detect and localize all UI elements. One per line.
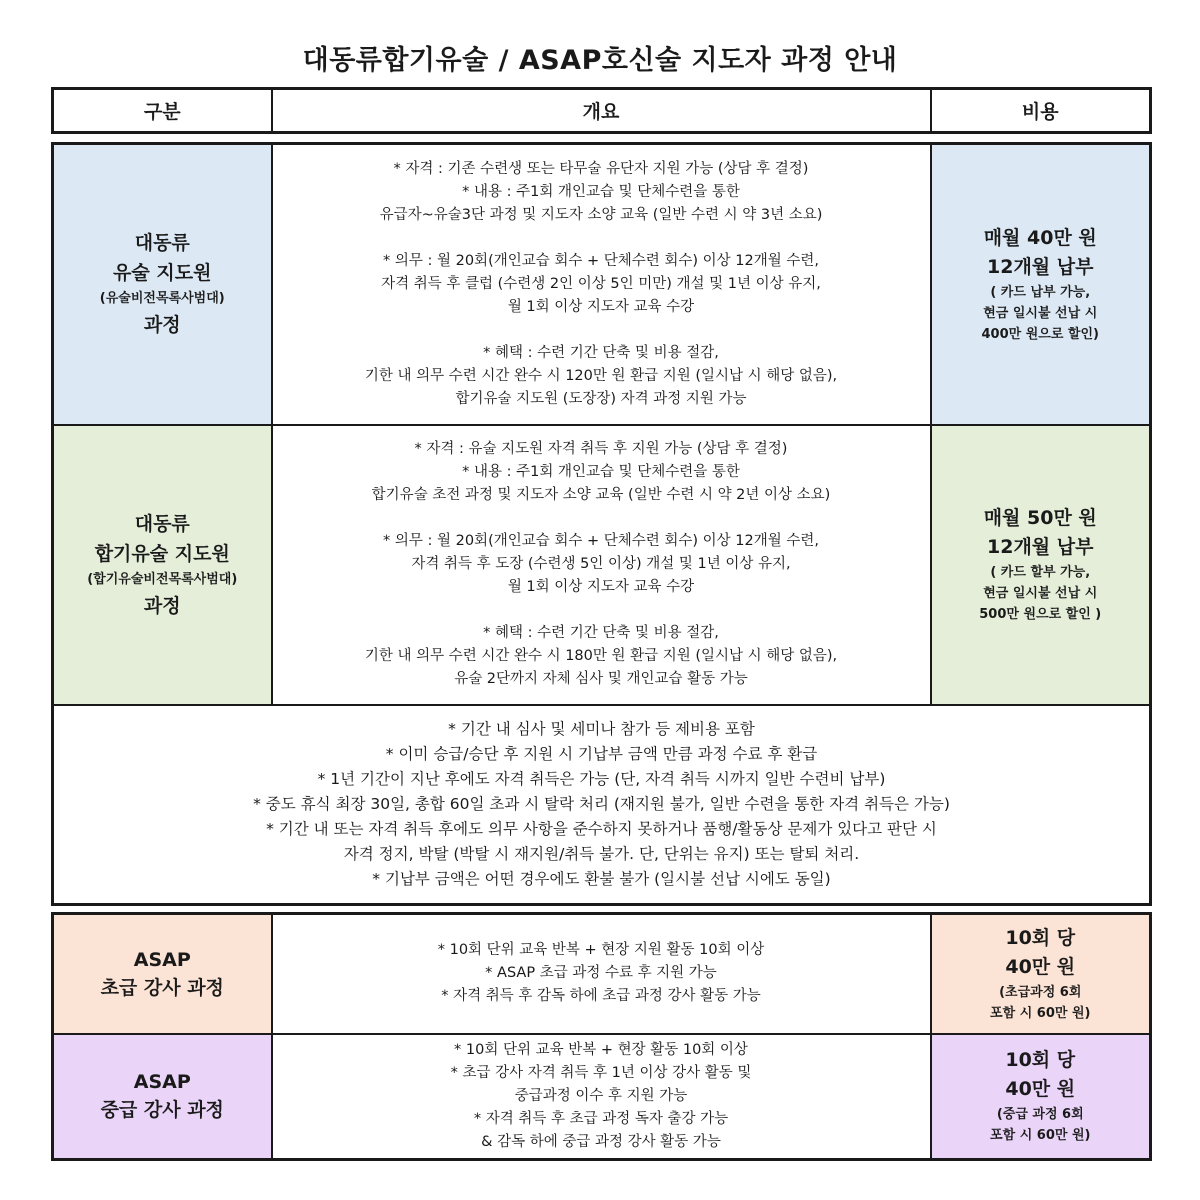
description-line: 유술 2단까지 자체 심사 및 개인교습 활동 가능 bbox=[454, 671, 748, 687]
header-category: 구분 bbox=[53, 89, 272, 133]
asap-name-line: 초급 강사 과정 bbox=[100, 976, 224, 999]
asap-description-cell bbox=[272, 914, 931, 1034]
description-line: * 자격 취득 후 감독 하에 초급 과정 강사 활동 가능 bbox=[441, 988, 761, 1005]
fee-note: 포함 시 60만 원) bbox=[990, 1005, 1091, 1021]
asap-fee-cell bbox=[931, 1034, 1151, 1160]
course-name-cell bbox=[53, 144, 272, 425]
note-line: 자격 정지, 박탈 (박탈 시 재지원/취득 불가. 단, 단위는 유지) 또는 탈퇴 처리. bbox=[343, 844, 860, 863]
description-line: * 의무 : 월 20회(개인교습 회수 + 단체수련 회수) 이상 12개월 수련, bbox=[383, 252, 819, 269]
fee-per-session: 10회 당 bbox=[1005, 926, 1076, 949]
course-fee-cell bbox=[931, 425, 1151, 705]
fee-note: 400만 원으로 할인) bbox=[981, 326, 1099, 342]
description-line: * 내용 : 주1회 개인교습 및 단체수련을 통한 bbox=[462, 183, 740, 200]
description-line: * 10회 단위 교육 반복 + 현장 활동 10회 이상 bbox=[454, 1041, 748, 1058]
fee-amount: 40만 원 bbox=[1005, 1078, 1076, 1100]
course-name-subtitle: (유술비전목록사범대) bbox=[99, 291, 225, 307]
note-line: * 이미 승급/승단 후 지원 시 기납부 금액 만큼 과정 수료 후 환급 bbox=[385, 744, 818, 763]
description-line: 기한 내 의무 수련 시간 완수 시 120만 원 환급 지원 (일시납 시 해당 없음), bbox=[364, 367, 838, 384]
fee-note: (초급과정 6회 bbox=[999, 984, 1082, 1000]
header-cost: 비용 bbox=[931, 89, 1151, 133]
course-name-line: 과정 bbox=[143, 314, 181, 337]
page-title: 대동류합기유술 / ASAP호신술 지도자 과정 안내 bbox=[302, 45, 898, 76]
description-line: 합기유술 초전 과정 및 지도자 소양 교육 (일반 수련 시 약 2년 이상 소요) bbox=[371, 487, 831, 503]
benefit-block bbox=[279, 342, 924, 411]
description-line: 기한 내 의무 수련 시간 완수 시 180만 원 환급 지원 (일시납 시 해당 없음), bbox=[364, 648, 838, 664]
asap-name-line: ASAP bbox=[133, 1071, 191, 1093]
course-description-cell bbox=[272, 144, 931, 425]
description-line: * ASAP 초급 과정 수료 후 지원 가능 bbox=[485, 965, 717, 982]
course-row-yusul bbox=[53, 144, 1151, 425]
fee-monthly: 매월 50만 원 bbox=[983, 507, 1097, 529]
course-name-line: 과정 bbox=[143, 594, 181, 617]
obligation-block bbox=[279, 250, 924, 319]
description-line: * 자격 취득 후 초급 과정 독자 출강 가능 bbox=[473, 1110, 729, 1127]
course-description-cell bbox=[272, 425, 931, 705]
qualification-block bbox=[279, 158, 924, 227]
description-line: * 10회 단위 교육 반복 + 현장 지원 활동 10회 이상 bbox=[437, 942, 765, 959]
course-name-line: 대동류 bbox=[134, 512, 190, 535]
course-fee-cell bbox=[931, 144, 1151, 425]
benefit-block bbox=[279, 622, 924, 691]
asap-name-cell bbox=[53, 1034, 272, 1160]
fee-monthly: 매월 40만 원 bbox=[983, 226, 1097, 249]
fee-period: 12개월 납부 bbox=[987, 255, 1094, 278]
fee-note: ( 카드 할부 가능, bbox=[990, 565, 1091, 580]
asap-description-cell bbox=[272, 1034, 931, 1160]
description-line: * 자격 : 유술 지도원 자격 취득 후 지원 가능 (상담 후 결정) bbox=[414, 441, 788, 457]
fee-per-session: 10회 당 bbox=[1005, 1049, 1076, 1071]
fee-period: 12개월 납부 bbox=[987, 536, 1094, 558]
asap-fee-cell bbox=[931, 914, 1151, 1034]
fee-note: ( 카드 납부 가능, bbox=[990, 284, 1091, 300]
description-line: 중급과정 이수 후 지원 가능 bbox=[514, 1087, 688, 1104]
header-table bbox=[51, 87, 1152, 134]
description-line: 유급자~유술3단 과정 및 지도자 소양 교육 (일반 수련 시 약 3년 소요) bbox=[379, 206, 823, 223]
course-name-cell bbox=[53, 425, 272, 705]
asap-row-beginner bbox=[53, 914, 1151, 1034]
asap-name-line: ASAP bbox=[133, 948, 191, 971]
description-line: * 의무 : 월 20회(개인교습 회수 + 단체수련 회수) 이상 12개월 수련, bbox=[383, 533, 819, 549]
notes-row bbox=[53, 705, 1151, 905]
note-line: * 기납부 금액은 어떤 경우에도 환불 불가 (일시불 선납 시에도 동일) bbox=[372, 869, 831, 888]
description-line: 월 1회 이상 지도자 교육 수강 bbox=[507, 298, 695, 315]
description-line: 월 1회 이상 지도자 교육 수강 bbox=[507, 579, 695, 595]
note-line: * 기간 내 심사 및 세미나 참가 등 제비용 포함 bbox=[448, 719, 755, 738]
note-line: * 중도 휴식 최장 30일, 총합 60일 초과 시 탈락 처리 (재지원 불가, 일반 수련을 통한 자격 취득은 가능) bbox=[253, 794, 950, 813]
fee-amount: 40만 원 bbox=[1005, 955, 1076, 978]
fee-note: 500만 원으로 할인 ) bbox=[979, 607, 1102, 622]
description-line: 합기유술 지도원 (도장장) 자격 과정 지원 가능 bbox=[455, 390, 747, 407]
obligation-block bbox=[279, 530, 924, 599]
description-line: * 초급 강사 자격 취득 후 1년 이상 강사 활동 및 bbox=[450, 1064, 752, 1081]
asap-name-line: 중급 강사 과정 bbox=[100, 1099, 224, 1121]
instructor-course-table bbox=[51, 142, 1152, 906]
description-line: 자격 취득 후 클럽 (수련생 2인 이상 5인 미만) 개설 및 1년 이상 유지, bbox=[381, 275, 821, 292]
general-notes-cell bbox=[53, 705, 1151, 905]
course-name-line: 합기유술 지도원 bbox=[94, 542, 230, 565]
fee-note: 현금 일시불 선납 시 bbox=[983, 586, 1098, 601]
asap-name-cell bbox=[53, 914, 272, 1034]
header-row bbox=[53, 89, 1151, 133]
note-line: * 1년 기간이 지난 후에도 자격 취득은 가능 (단, 자격 취득 시까지 일반 수련비 납부) bbox=[317, 769, 886, 788]
note-line: * 기간 내 또는 자격 취득 후에도 의무 사항을 준수하지 못하거나 품행/활동상 문제가 있다고 판단 시 bbox=[266, 819, 937, 838]
course-name-line: 유술 지도원 bbox=[113, 262, 212, 285]
asap-row-intermediate bbox=[53, 1034, 1151, 1160]
description-line: 자격 취득 후 도장 (수련생 5인 이상) 개설 및 1년 이상 유지, bbox=[411, 556, 791, 572]
fee-note: 현금 일시불 선납 시 bbox=[983, 305, 1098, 321]
fee-note: 포함 시 60만 원) bbox=[990, 1128, 1091, 1143]
qualification-block bbox=[279, 438, 924, 507]
description-line: & 감독 하에 중급 과정 강사 활동 가능 bbox=[481, 1133, 721, 1150]
description-line: * 혜택 : 수련 기간 단축 및 비용 절감, bbox=[483, 625, 719, 641]
course-row-hapki bbox=[53, 425, 1151, 705]
description-line: * 자격 : 기존 수련생 또는 타무술 유단자 지원 가능 (상담 후 결정) bbox=[393, 160, 809, 177]
course-name-line: 대동류 bbox=[134, 232, 190, 255]
header-overview: 개요 bbox=[272, 89, 931, 133]
fee-note: (중급 과정 6회 bbox=[996, 1107, 1084, 1122]
description-line: * 내용 : 주1회 개인교습 및 단체수련을 통한 bbox=[462, 464, 740, 480]
course-name-subtitle: (합기유술비전목록사범대) bbox=[87, 571, 238, 587]
description-line: * 혜택 : 수련 기간 단축 및 비용 절감, bbox=[483, 344, 719, 361]
asap-course-table bbox=[51, 912, 1152, 1161]
